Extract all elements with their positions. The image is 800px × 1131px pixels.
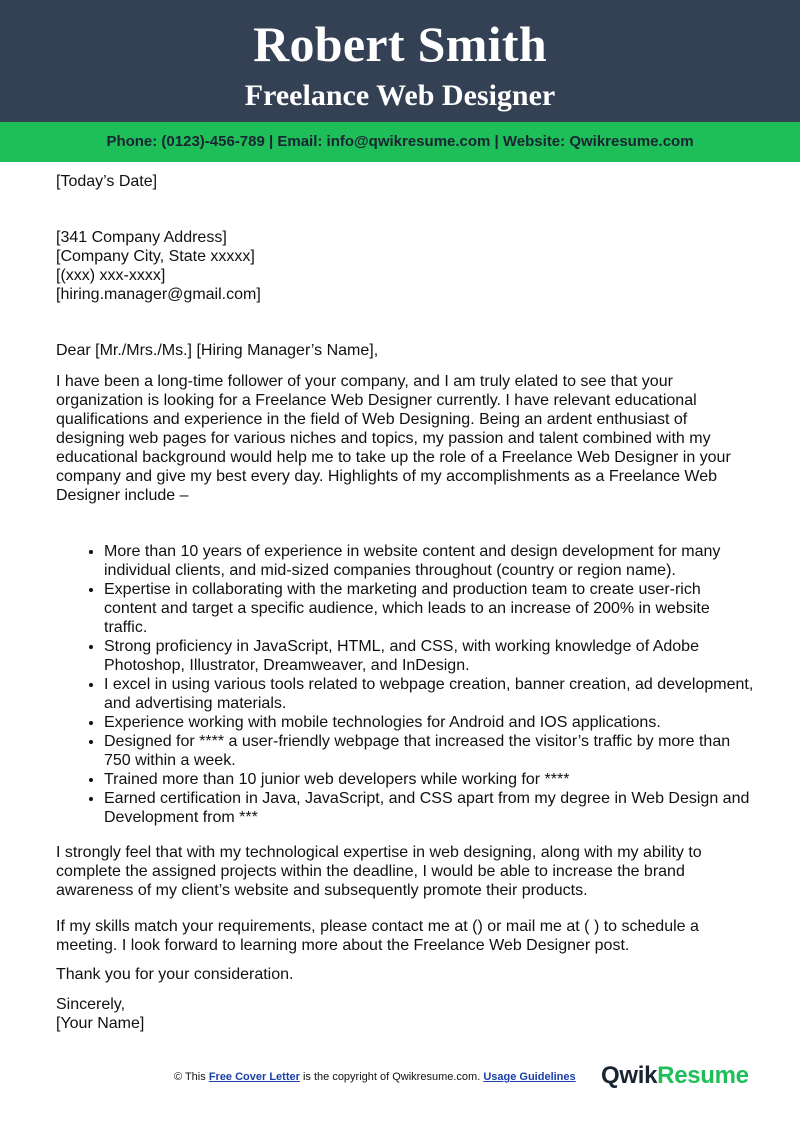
address-line: [(xxx) xxx-xxxx] bbox=[56, 267, 166, 284]
list-item: • Trained more than 10 junior web developers while working for **** bbox=[104, 770, 756, 789]
closing-line: Sincerely, bbox=[56, 996, 126, 1013]
list-item: • I excel in using various tools related to webpage creation, banner creation, ad development, and advertising materials. bbox=[104, 675, 756, 713]
logo-part-qwik: Qwik bbox=[601, 1062, 658, 1089]
list-item: • Strong proficiency in JavaScript, HTML, and CSS, with working knowledge of Adobe Photoshop, Illustrator, Dreamweaver, and InDesign. bbox=[104, 637, 756, 675]
address-line: [hiring.manager@gmail.com] bbox=[56, 286, 261, 303]
address-line: [341 Company Address] bbox=[56, 229, 227, 246]
recipient-address bbox=[56, 228, 756, 304]
header-banner bbox=[0, 0, 800, 122]
intro-paragraph: I have been a long-time follower of your company, and I am truly elated to see that your organization is looking for a Freelance Web Designer currently. I have relevant educational qualifications and experience in the field of Web Designing. Being an ardent enthusiast of designing web pages for various niches and topics, my passion and talent combined with my educational background would help me to take up the role of a Freelance Web Designer in your company and give my best every day. Highlights of my accomplishments as a Freelance Web Designer include – bbox=[56, 373, 731, 504]
qwikresume-logo[interactable] bbox=[601, 1062, 749, 1090]
free-cover-letter-link[interactable]: Free Cover Letter bbox=[208, 1071, 300, 1083]
usage-guidelines-link[interactable]: Usage Guidelines bbox=[483, 1071, 576, 1083]
signature-line: [Your Name] bbox=[56, 1015, 145, 1032]
list-item: • Expertise in collaborating with the marketing and production team to create user-rich content and target a specific audience, which leads to an increase of 200% in website traffic. bbox=[104, 580, 756, 637]
list-item: • More than 10 years of experience in website content and design development for many individual clients, and mid-sized companies throughout (country or region name). bbox=[104, 542, 756, 580]
list-item: • Designed for **** a user-friendly webpage that increased the visitor’s traffic by more than 750 within a week. bbox=[104, 732, 756, 770]
letter-body bbox=[56, 172, 756, 1033]
copyright-text: is the copyright of Qwikresume.com. bbox=[302, 1071, 481, 1083]
logo-part-resume: Resume bbox=[657, 1062, 749, 1089]
list-item: • Earned certification in Java, JavaScript, and CSS apart from my degree in Web Design and Development from *** bbox=[104, 789, 756, 827]
contact-bar: Phone: (0123)-456-789 | Email: info@qwikresume.com | Website: Qwikresume.com bbox=[0, 122, 800, 162]
list-item: • Experience working with mobile technologies for Android and IOS applications. bbox=[104, 713, 756, 732]
job-title: Freelance Web Designer bbox=[244, 79, 556, 112]
salutation: Dear [Mr./Mrs./Ms.] [Hiring Manager’s Name], bbox=[56, 342, 379, 359]
thanks-line: Thank you for your consideration. bbox=[56, 966, 294, 983]
expertise-paragraph: I strongly feel that with my technological expertise in web designing, along with my ability to complete the assigned projects within the deadline, I would be able to increase the brand awareness of my client’s website and subsequently promote their products. bbox=[56, 844, 702, 899]
contact-paragraph: If my skills match your requirements, please contact me at () or mail me at ( ) to schedule a meeting. I look forward to learning more about the Freelance Web Designer post. bbox=[56, 918, 699, 954]
address-line: [Company City, State xxxxx] bbox=[56, 248, 255, 265]
copyright-prefix: © This bbox=[174, 1071, 206, 1083]
accomplishments-list bbox=[56, 542, 756, 827]
letter-date: [Today’s Date] bbox=[56, 173, 158, 190]
copyright-note bbox=[174, 1070, 576, 1084]
candidate-name: Robert Smith bbox=[253, 16, 547, 72]
